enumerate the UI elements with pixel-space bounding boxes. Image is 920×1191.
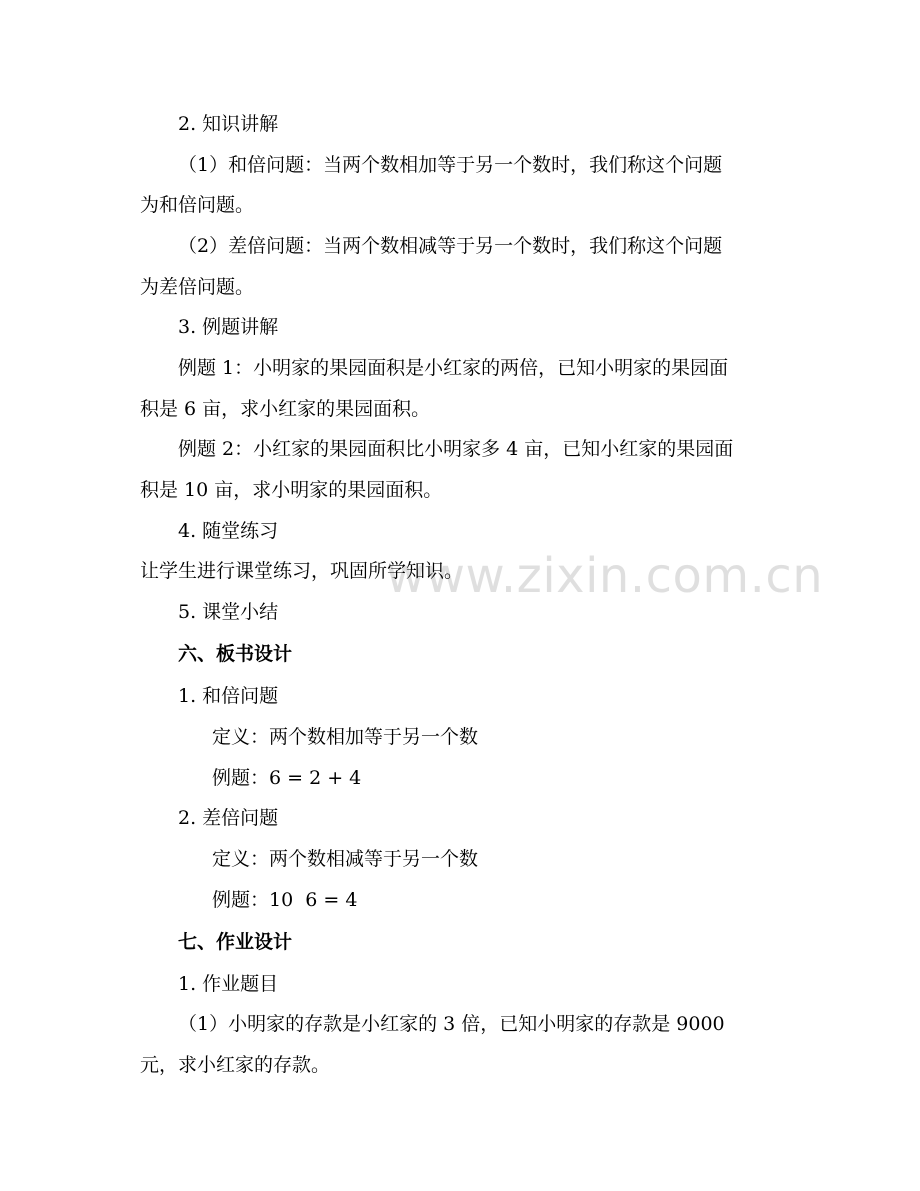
- homework-subheading: 1. 作业题目: [178, 973, 279, 995]
- board-example-line: 例题：6 = 2 + 4: [212, 767, 362, 789]
- section-heading-practice: 4. 随堂练习: [178, 520, 279, 542]
- board-item-heading: 2. 差倍问题: [178, 807, 279, 829]
- section-heading-summary: 5. 课堂小结: [178, 601, 279, 623]
- paragraph-line: 元，求小红家的存款。: [140, 1054, 331, 1076]
- paragraph-line: （2）差倍问题：当两个数相减等于另一个数时，我们称这个问题: [178, 235, 723, 257]
- paragraph-line: 为和倍问题。: [140, 194, 255, 216]
- board-example-line: 例题：10 6 = 4: [212, 889, 358, 911]
- paragraph-line: 例题 1：小明家的果园面积是小红家的两倍，已知小明家的果园面: [178, 357, 729, 379]
- watermark-text: www.zixin.com.cn: [386, 548, 824, 604]
- section-heading-knowledge: 2. 知识讲解: [178, 113, 279, 135]
- paragraph-line: 积是 10 亩，求小明家的果园面积。: [140, 479, 443, 501]
- board-item-heading: 1. 和倍问题: [178, 685, 279, 707]
- paragraph-line: 例题 2：小红家的果园面积比小明家多 4 亩，已知小红家的果园面: [178, 438, 734, 460]
- chapter-heading-homework: 七、作业设计: [178, 931, 293, 953]
- paragraph-line: 为差倍问题。: [140, 276, 255, 298]
- paragraph-line: 让学生进行课堂练习，巩固所学知识。: [140, 560, 464, 582]
- board-definition-line: 定义：两个数相减等于另一个数: [212, 848, 479, 870]
- paragraph-line: 积是 6 亩，求小红家的果园面积。: [140, 398, 431, 420]
- chapter-heading-board-design: 六、板书设计: [178, 643, 293, 665]
- board-definition-line: 定义：两个数相加等于另一个数: [212, 726, 479, 748]
- paragraph-line: （1）和倍问题：当两个数相加等于另一个数时，我们称这个问题: [178, 154, 723, 176]
- section-heading-examples: 3. 例题讲解: [178, 316, 279, 338]
- paragraph-line: （1）小明家的存款是小红家的 3 倍，已知小明家的存款是 9000: [178, 1013, 725, 1035]
